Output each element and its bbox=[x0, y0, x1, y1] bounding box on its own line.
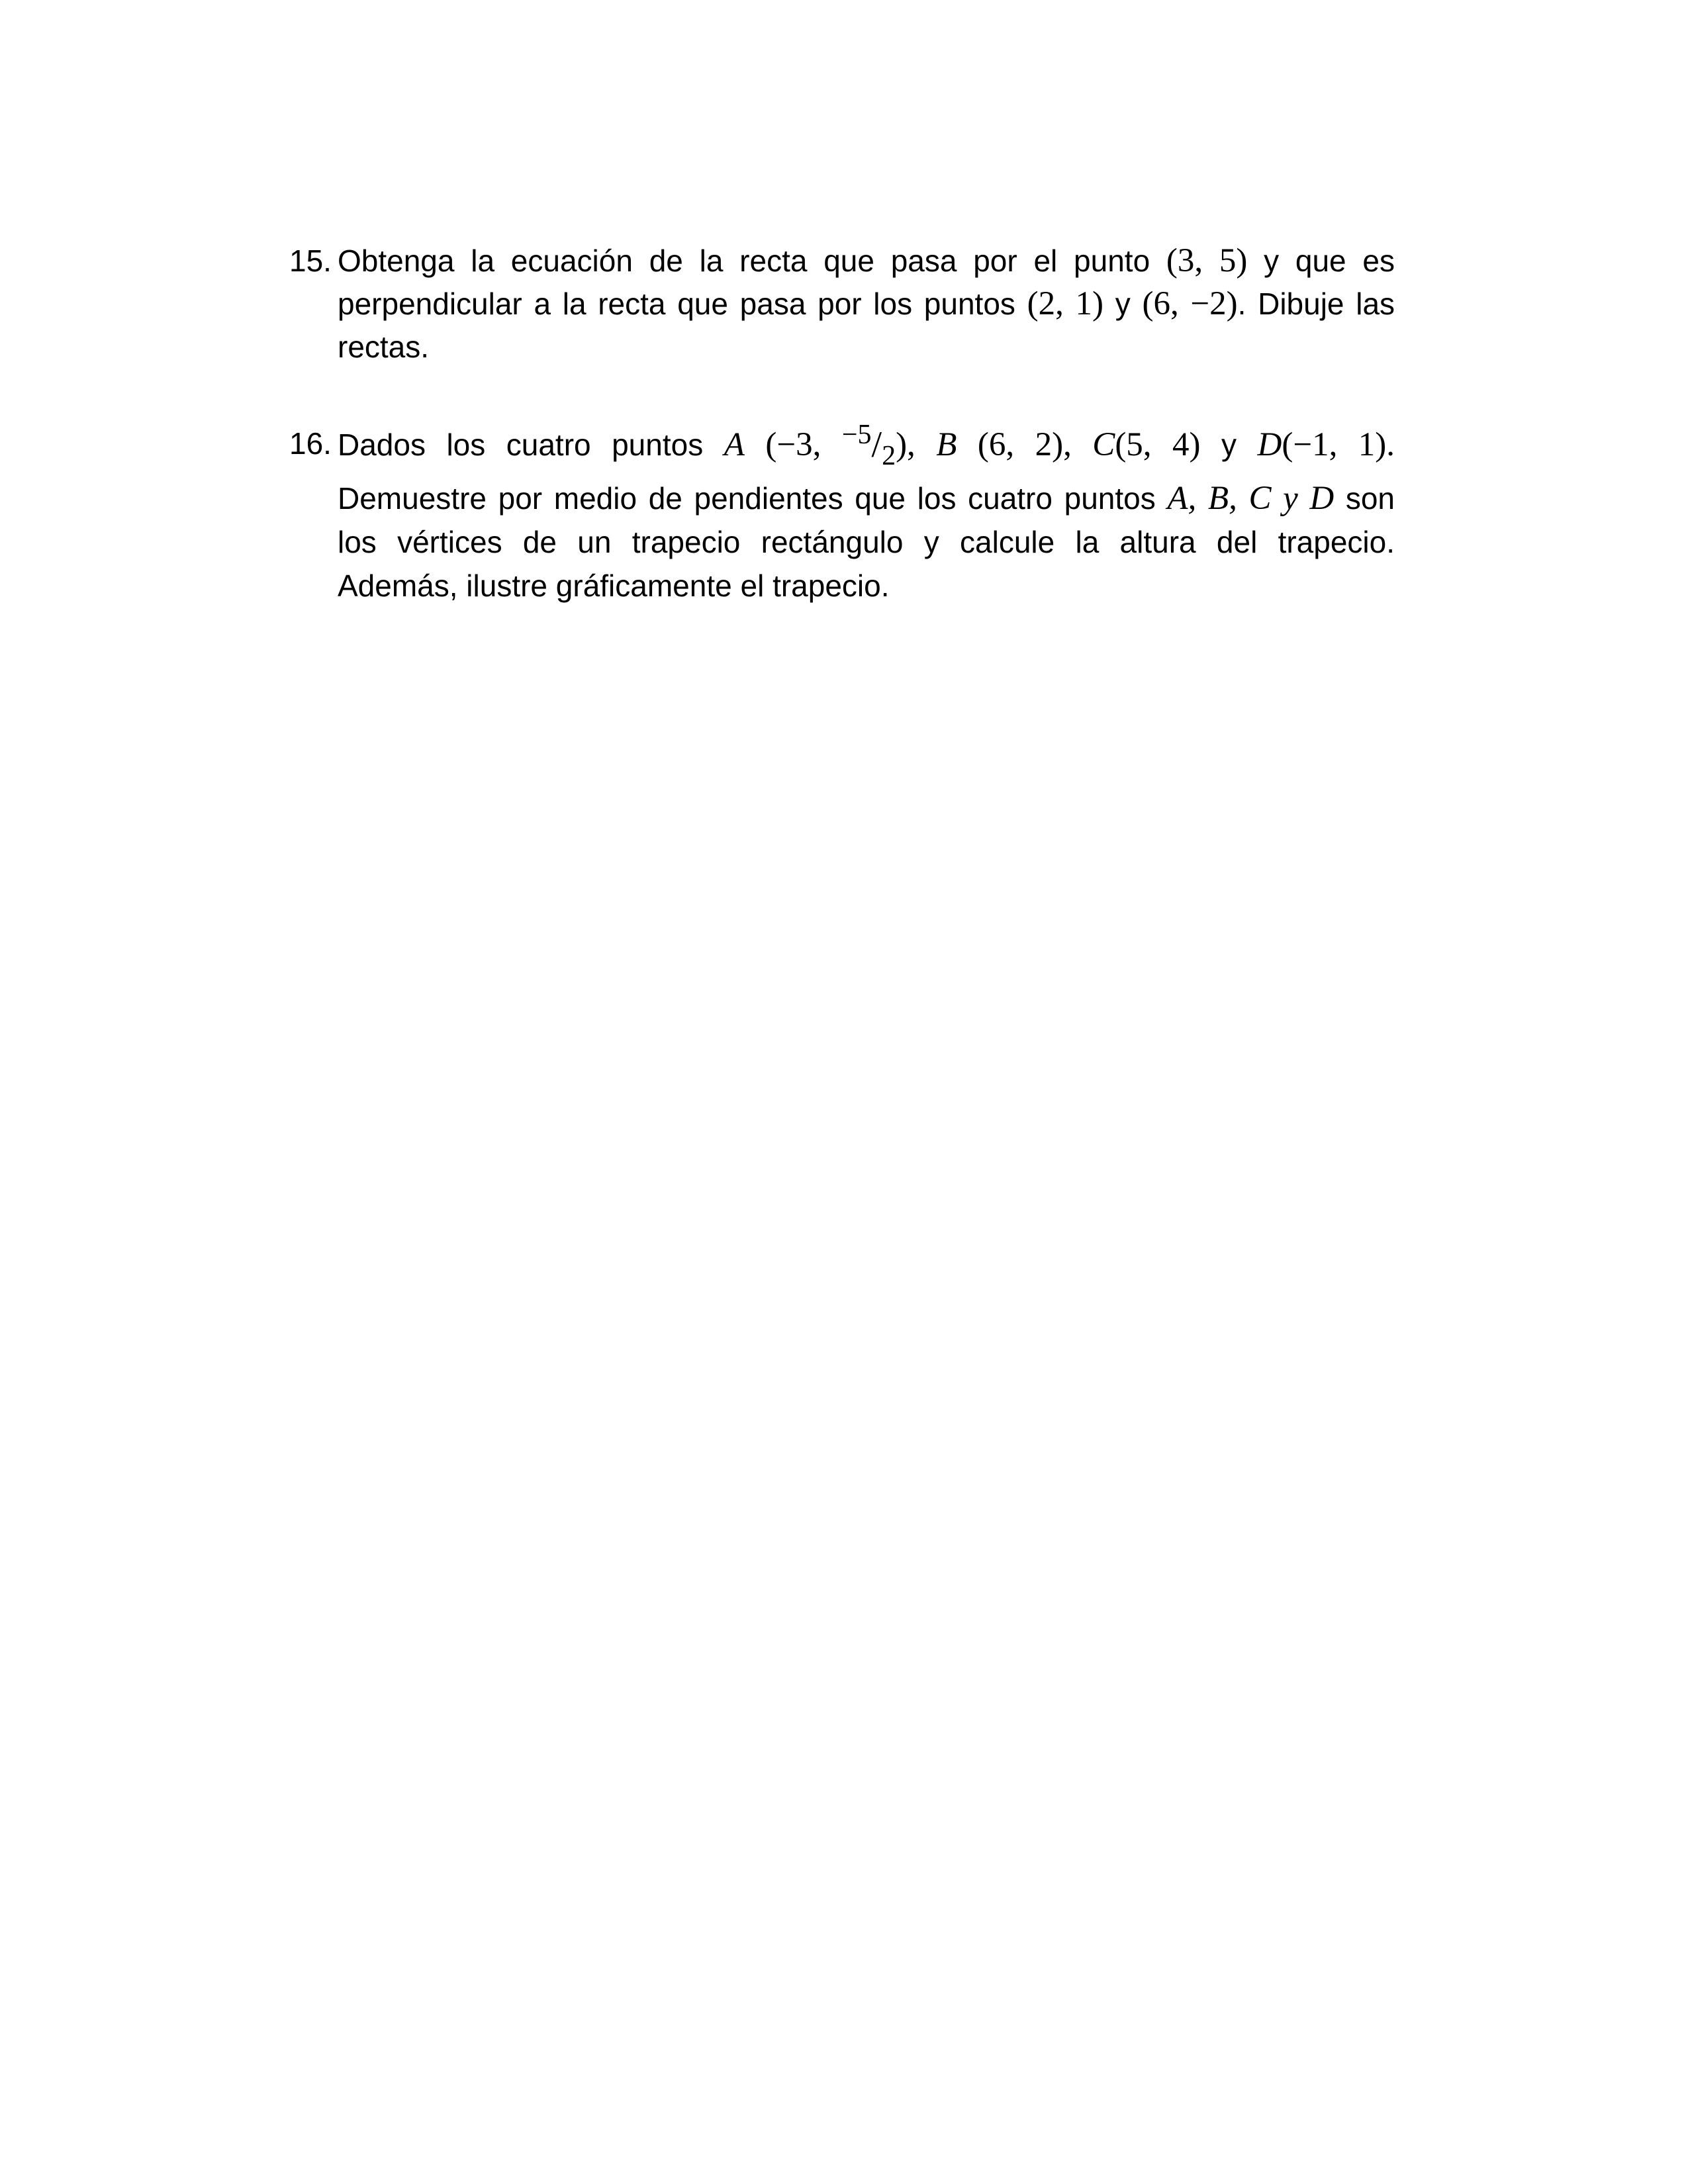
text-segment: Además, ilustre gráficamente el trapecio. bbox=[338, 569, 890, 603]
problem-list bbox=[289, 240, 1395, 608]
text-segment: son bbox=[1334, 481, 1395, 516]
problem-text bbox=[338, 240, 1395, 369]
math-italic-segment: D bbox=[1257, 426, 1282, 463]
text-segment: los vértices de un trapecio rectángulo y calcule la altura del trapecio. bbox=[338, 525, 1395, 559]
text-line bbox=[338, 240, 1395, 283]
math-segment: (5, 4) bbox=[1115, 426, 1201, 463]
math-italic-segment: A, B, C y D bbox=[1167, 480, 1335, 517]
math-italic-segment: C bbox=[1092, 426, 1115, 463]
text-line bbox=[338, 414, 1395, 477]
text-segment: y bbox=[1103, 287, 1143, 321]
math-italic-segment: A bbox=[724, 426, 745, 463]
math-segment: (6, −2) bbox=[1142, 285, 1238, 322]
math-segment: ), bbox=[896, 426, 937, 463]
fraction-slash: / bbox=[871, 424, 882, 465]
text-segment: y bbox=[1200, 428, 1258, 462]
text-line bbox=[338, 283, 1395, 326]
text-segment: Demuestre por medio de pendientes que los cuatro puntos bbox=[338, 481, 1168, 516]
math-italic-segment: B bbox=[936, 426, 957, 463]
text-line bbox=[338, 477, 1395, 520]
text-line bbox=[338, 564, 1395, 608]
problem-text bbox=[338, 414, 1395, 608]
text-segment: Dados los cuatro puntos bbox=[338, 428, 724, 462]
math-segment: (6, 2), bbox=[957, 426, 1093, 463]
math-segment: (−3, bbox=[744, 426, 842, 463]
text-segment: y que es bbox=[1247, 244, 1395, 278]
problem-number: 16. bbox=[289, 426, 332, 461]
fraction-numerator: −5 bbox=[841, 420, 872, 450]
text-line bbox=[338, 326, 1395, 369]
math-segment: (−1, 1). bbox=[1282, 426, 1395, 463]
text-segment: perpendicular a la recta que pasa por los puntos bbox=[338, 287, 1027, 321]
math-segment: (3, 5) bbox=[1166, 242, 1248, 279]
math-segment: (2, 1) bbox=[1027, 285, 1104, 322]
text-segment: . Dibuje las bbox=[1237, 287, 1395, 321]
problem-item bbox=[289, 414, 1395, 608]
text-line bbox=[338, 520, 1395, 564]
text-segment: rectas. bbox=[338, 330, 430, 364]
problem-number: 15. bbox=[289, 244, 332, 278]
fraction bbox=[841, 420, 896, 471]
problem-item bbox=[289, 240, 1395, 369]
fraction-denominator: 2 bbox=[882, 441, 896, 471]
text-segment: Obtenga la ecuación de la recta que pasa por el punto bbox=[338, 244, 1166, 278]
